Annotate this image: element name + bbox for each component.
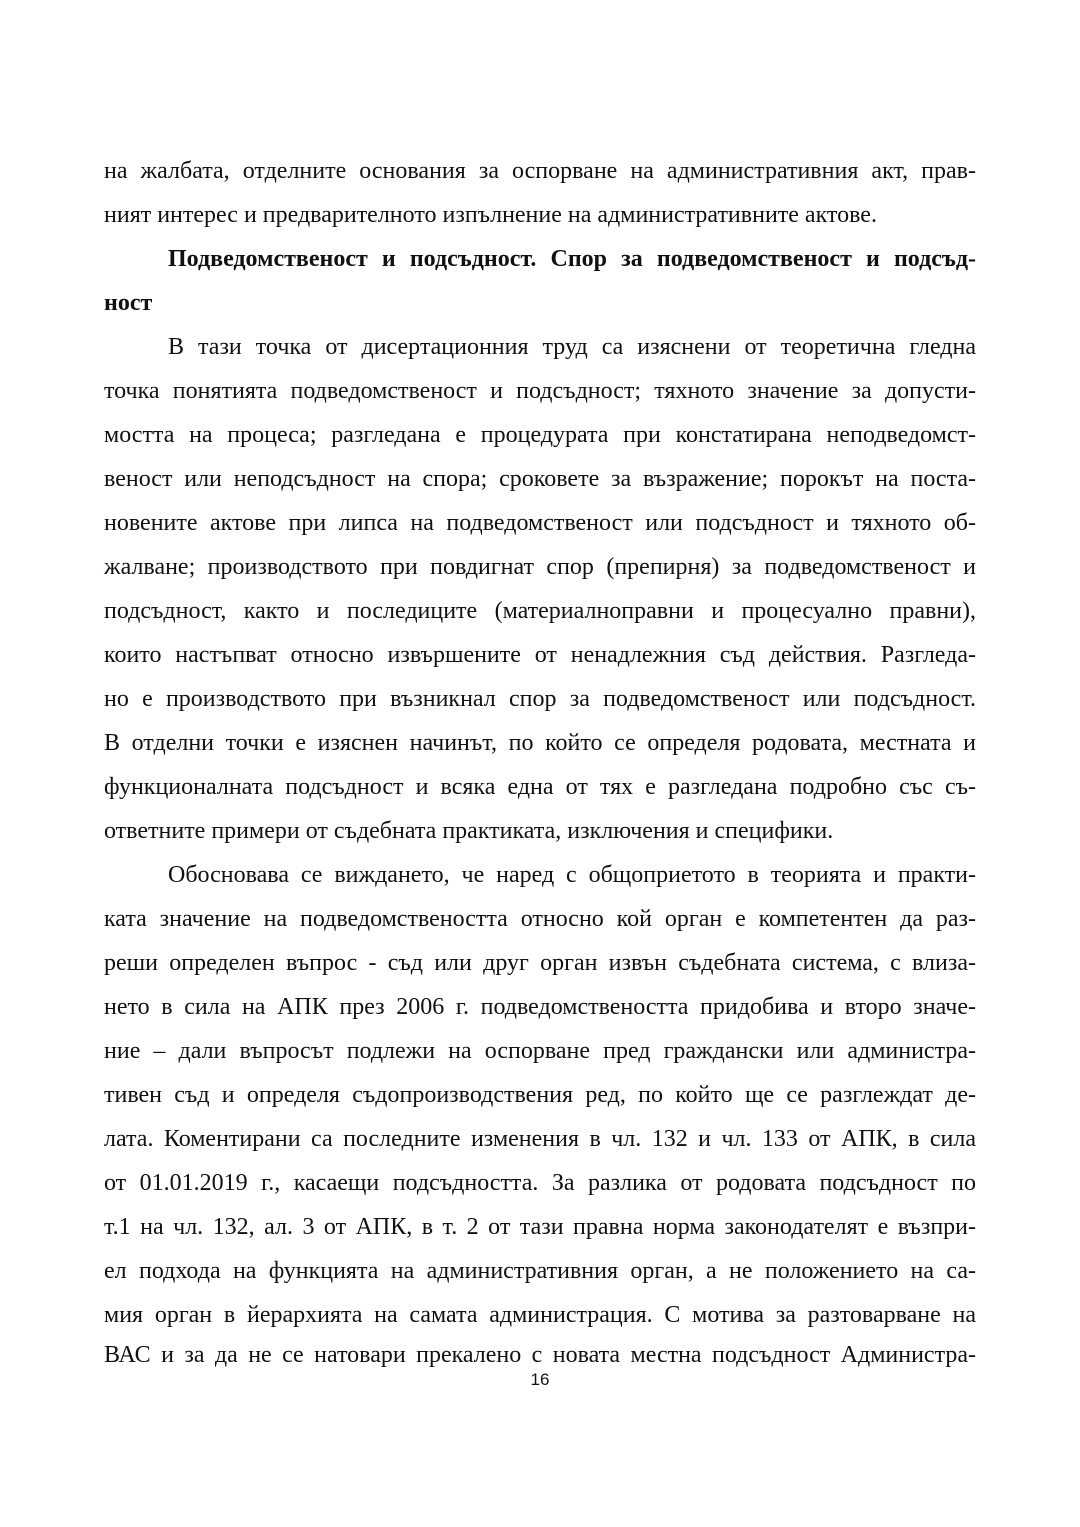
text-line: мостта на процеса; разгледана е процедурата при констатирана неподведомст- [104,422,976,448]
text-line: точка понятията подведомственост и подсъдност; тяхното значение за допусти- [104,378,976,404]
section-heading-continued: ност [104,290,153,316]
text-line: реши определен въпрос - съд или друг орган извън съдебната система, с влиза- [104,950,976,976]
text-line: които настъпват относно извършените от ненадлежния съд действия. Разгледа- [104,642,976,668]
text-line: от 01.01.2019 г., касаещи подсъдността. За разлика от родовата подсъдност по [104,1170,976,1196]
text-line: т.1 на чл. 132, ал. 3 от АПК, в т. 2 от тази правна норма законодателят е възпри- [104,1214,976,1240]
text-line: ката значение на подведомствеността относно кой орган е компетентен да раз- [104,906,976,932]
text-line: ние – дали въпросът подлежи на оспорване пред граждански или администра- [104,1038,976,1064]
text-line: ответните примери от съдебната практиката, изключения и специфики. [104,818,834,844]
text-line: функционалната подсъдност и всяка една от тях е разгледана подробно със съ- [104,774,976,800]
text-line: мия орган в йерархията на самата администрация. С мотива за разтоварване на [104,1302,976,1328]
section-heading: Подведомственост и подсъдност. Спор за подведомственост и подсъд- [168,246,976,272]
text-line: лата. Коментирани са последните изменения в чл. 132 и чл. 133 от АПК, в сила [104,1126,976,1152]
text-line: жалване; производството при повдигнат спор (препирня) за подведомственост и [104,554,976,580]
text-line: тивен съд и определя съдопроизводствения ред, по който ще се разглеждат де- [104,1082,976,1108]
text-line: но е производството при възникнал спор за подведомственост или подсъдност. [104,686,976,712]
text-line: веност или неподсъдност на спора; сроковете за възражение; порокът на поста- [104,466,976,492]
text-line: новените актове при липса на подведомственост или подсъдност и тяхното об- [104,510,976,536]
text-line: ВАС и за да не се натовари прекалено с новата местна подсъдност Администра- [104,1342,976,1368]
text-line: нето в сила на АПК през 2006 г. подведомствеността придобива и второ значе- [104,994,976,1020]
text-line: Обосновава се виждането, че наред с общоприетото в теорията и практи- [168,862,976,888]
text-line: подсъдност, както и последиците (материалноправни и процесуално правни), [104,598,976,624]
page-number: 16 [530,1370,550,1389]
text-line: В тази точка от дисертационния труд са изяснени от теоретична гледна [168,334,976,360]
text-line: ел подхода на функцията на административния орган, а не положението на са- [104,1258,976,1284]
text-line: ният интерес и предварителното изпълнение на административните актове. [104,202,877,228]
text-line: В отделни точки е изяснен начинът, по който се определя родовата, местната и [104,730,976,756]
text-line: на жалбата, отделните основания за оспорване на административния акт, прав- [104,158,976,184]
